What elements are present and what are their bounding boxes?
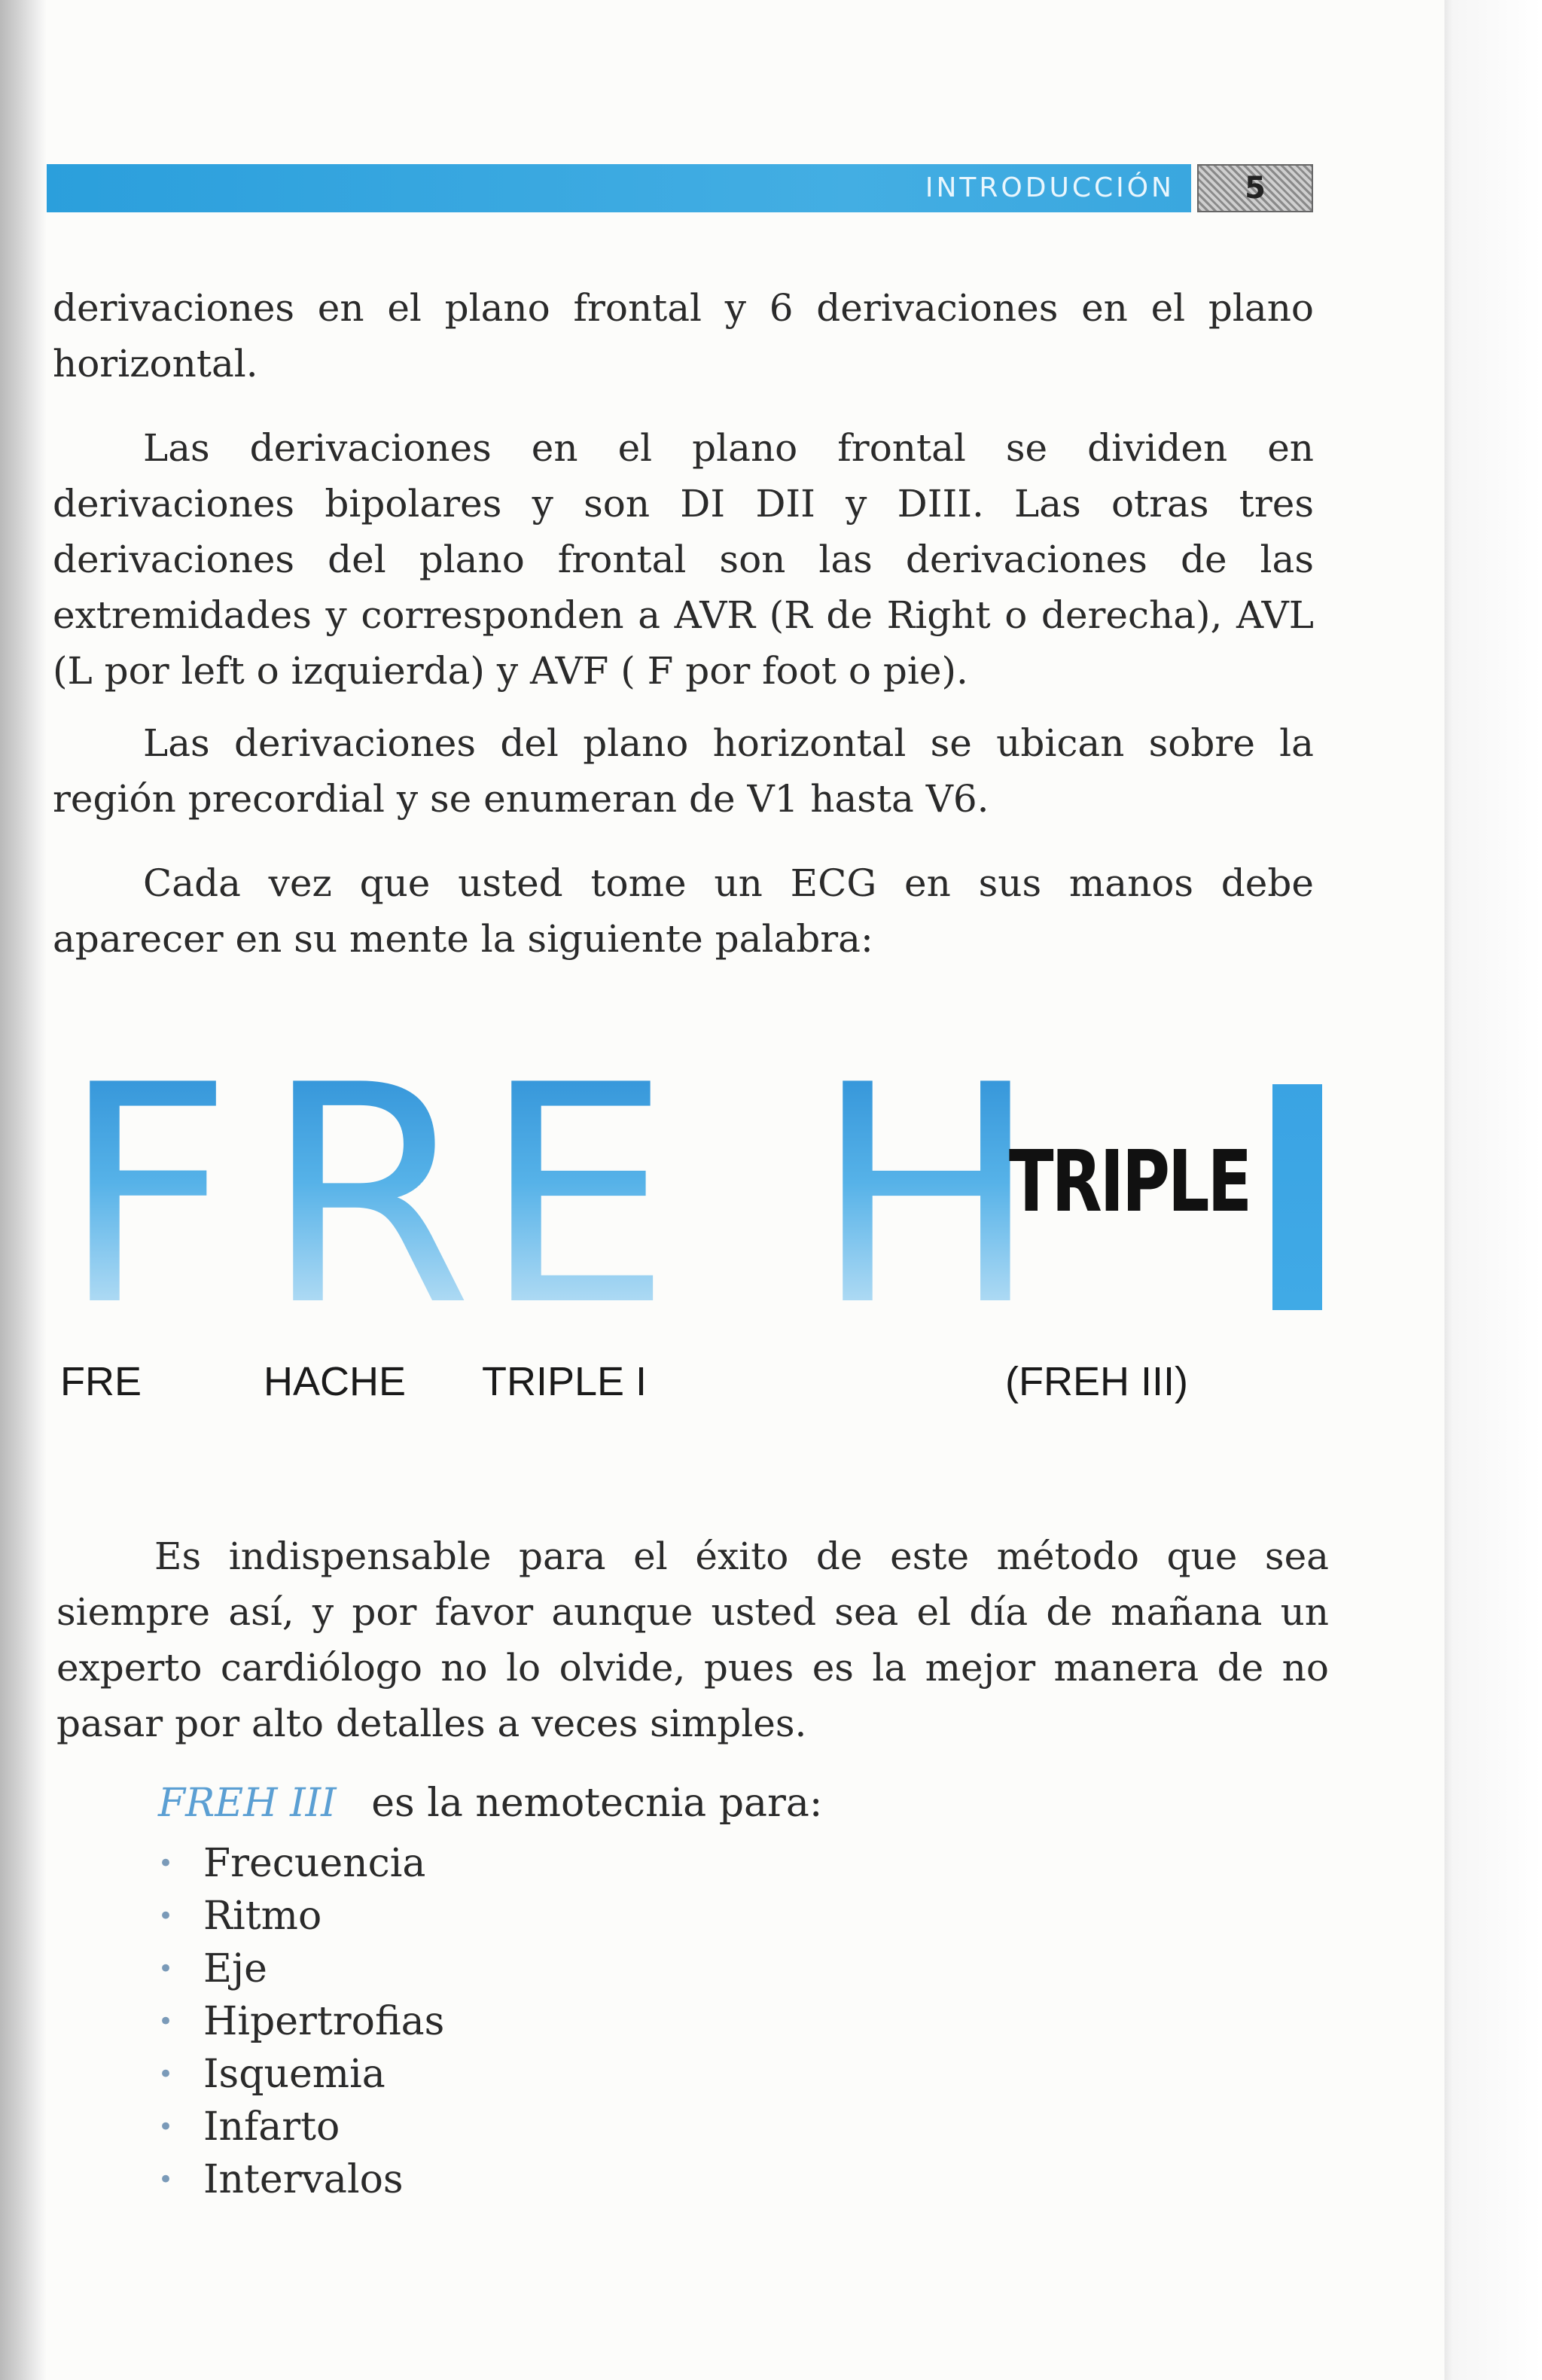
letter-r: R: [264, 1022, 473, 1372]
page-number: 5: [1245, 171, 1266, 206]
list-item: [158, 1837, 444, 1890]
caption-fre: FRE: [60, 1359, 142, 1404]
letter-e: E: [482, 1022, 672, 1372]
mnemonic-intro-text: es la nemotecnia para:: [371, 1781, 823, 1826]
list-item-label: Frecuencia: [203, 1841, 426, 1886]
mnemonic-term: FREH III: [158, 1781, 337, 1826]
closing-paragraph: Es indispensable para el éxito de este método que sea siempre así, y por favor aunque usted sea el día de mañana un experto cardiólogo no lo olvide, pues es la mejor manera de no pasar por alto detalles a veces simples.: [56, 1534, 1329, 1745]
book-spine-shadow: [0, 0, 47, 2380]
list-item-label: Infarto: [203, 2104, 340, 2150]
letter-h: H: [813, 1022, 1040, 1372]
caption-hache: HACHE: [264, 1359, 407, 1404]
list-item-label: Ritmo: [203, 1894, 322, 1939]
triple-word: TRIPLE: [1009, 1133, 1251, 1231]
page-edge: [1431, 0, 1542, 2380]
list-item-label: Isquemia: [203, 2052, 386, 2097]
paragraph-2: Las derivaciones en el plano frontal se dividen en derivaciones bipolares y son DI DII y DIII. Las otras tres derivaciones del plano frontal son las derivaciones de las extremidades y corresponden a AVR (R de Right o derecha), AVL (L por left o izquierda) y AVF ( F por foot o pie).: [53, 426, 1314, 693]
page-number-box: [1197, 164, 1313, 212]
bullet-icon: •: [158, 2007, 174, 2037]
section-title: INTRODUCCIÓN: [925, 172, 1175, 203]
list-item: [158, 1943, 444, 1995]
list-item: [158, 2101, 444, 2153]
triple-i-bar: [1272, 1084, 1322, 1310]
list-item-label: Hipertrofias: [203, 1999, 445, 2044]
list-item: [158, 2153, 444, 2206]
list-item-label: Eje: [203, 1946, 267, 1991]
caption-triple-i: TRIPLE I: [482, 1359, 648, 1404]
paragraph-4: Cada vez que usted tome un ECG en sus manos debe aparecer en su mente la siguiente palabra:: [53, 861, 1314, 961]
letter-f: F: [60, 1022, 234, 1372]
bullet-icon: •: [158, 1848, 174, 1879]
list-item: [158, 1995, 444, 2048]
paragraph-3: Las derivaciones del plano horizontal se ubican sobre la región precordial y se enumeran de V1 hasta V6.: [53, 721, 1314, 821]
bullet-icon: •: [158, 2059, 174, 2089]
mnemonic-intro: [158, 1777, 822, 1830]
paragraph-1: derivaciones en el plano frontal y 6 derivaciones en el plano horizontal.: [53, 286, 1314, 385]
list-item: [158, 1890, 444, 1943]
bullet-icon: •: [158, 1901, 174, 1931]
bullet-icon: •: [158, 2112, 174, 2142]
bullet-icon: •: [158, 2165, 174, 2195]
caption-freh-iii: (FREH III): [1005, 1359, 1188, 1404]
mnemonic-list: [158, 1837, 444, 2206]
list-item-label: Intervalos: [203, 2157, 404, 2202]
bullet-icon: •: [158, 1954, 174, 1984]
list-item: [158, 2048, 444, 2101]
